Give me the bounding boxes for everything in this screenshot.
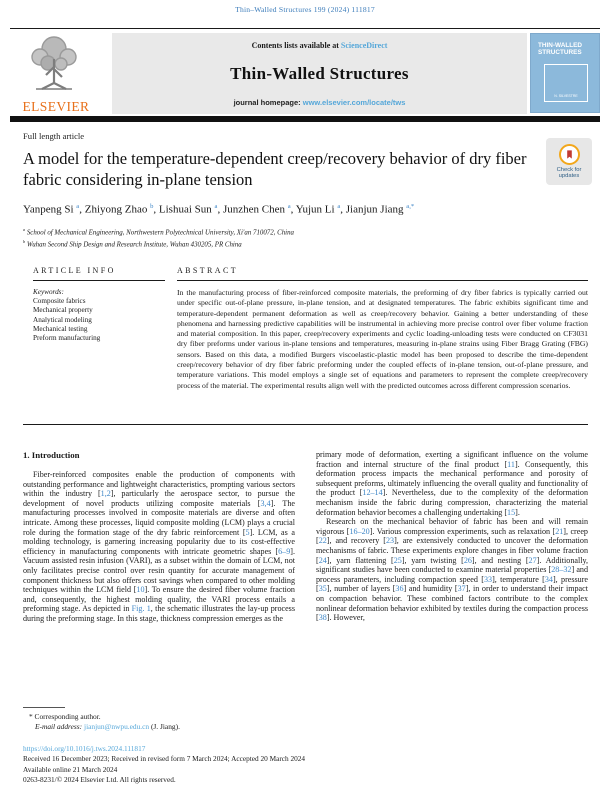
top-rule (10, 28, 600, 29)
keyword-item: Composite fabrics (33, 297, 86, 306)
citation-link[interactable]: 35 (318, 584, 327, 594)
footer-block (23, 744, 588, 785)
citation-link[interactable]: 25 (393, 555, 402, 565)
received-line: Received 16 December 2023; Received in revised form 7 March 2024; Accepted 20 March 2024 (23, 754, 306, 764)
elsevier-tree-icon (24, 33, 84, 95)
citation-link[interactable]: 11 (507, 459, 515, 469)
contents-line (252, 41, 388, 50)
article-info-heading: ARTICLE INFO (33, 266, 165, 281)
elsevier-wordmark: ELSEVIER (22, 99, 90, 114)
citation-link[interactable]: 38 (318, 613, 327, 623)
sciencedirect-link[interactable]: ScienceDirect (340, 41, 388, 50)
info-abstract-section (33, 266, 588, 391)
article-info-column (33, 266, 165, 391)
citation-link[interactable]: 23 (385, 536, 395, 546)
authors-line: Yanpeng Si $^a$, Zhiyong Zhao $^b$, Lishuai Sun $^a$, Junzhen Chen $^a$, Yujun Li $^a$, Jianjun Jiang $^{a,*}$ (23, 203, 415, 216)
inline-link[interactable]: Fig. 1 (131, 604, 151, 614)
intro-paragraph-right-2: Research on the mechanical behavior of fabric has been and will remain vigorous [16–20]. Various compression experiments, such as relaxation [21], creep [22], and recovery [23], are extensively conducted to uncover the deformation mechanisms of fabric. These experiments explore changes in fiber volume fraction [24], yarn flattening [25], yarn twisting [26], and nesting [27]. Additionally, significant studies have been conducted to examine material properties [28–32] and process parameters, including compaction speed [33], temperature [34], pressure [35], number of layers [36] and humidity [37], in order to understand their impact on compaction behavior. These combined factors contribute to the complex nonlinear deformation behavior exhibited by textiles during the compaction process [38]. However, (316, 517, 589, 623)
citation-link[interactable]: 28–32 (551, 565, 572, 575)
citation-link[interactable]: 5 (245, 527, 250, 537)
copyright-line: 0263-8231/© 2024 Elsevier Ltd. All rights reserved. (23, 774, 176, 784)
citation-link[interactable]: 22 (318, 536, 327, 546)
section-divider (23, 424, 588, 425)
intro-heading: 1. Introduction (23, 450, 80, 460)
bookmark-icon (564, 149, 575, 160)
badge-circle (559, 144, 580, 165)
badge-label: Check for updates (556, 166, 582, 179)
journal-masthead (112, 33, 527, 114)
abstract-text: In the manufacturing process of fiber-reinforced composite materials, the preforming of dry fiber fabrics is typically carried out under specific out-of-plane pressure, in-plane tension, and at designated temperatures. The fabric exhibits significant time and temperature-dependent permanent deformation as well as creep/recovery behavior. Gaining a better understanding of these phenomena and harnessing predictive capabilities will be instrumental in achieving more precise control over fiber volume fraction and material composition. In this paper, creep/recovery experiments and cyclic loading-unloading tests were conducted on CF3031 dry fiber preforms under various in-plane tensions and temperatures, measuring in-plane strains using Fiber Bragg Grating (FBG) sensors. Based on this data, a modified Burgers viscoelastic-plastic model has been proposed to describe the time-dependent creep/recovery behavior of dry fiber fabric preforming under the coupled effects of in-plane tension, out-of-plane pressure, and temperature variations. This model employs a single set of equations and parameters to represent the complete creep/recovery process of the material. The experimental results align well with the predicted outcomes across different compression scenarios. (177, 288, 588, 390)
homepage-line (234, 98, 406, 107)
text-segment: E-mail address: (35, 722, 83, 731)
article-head (23, 131, 588, 249)
citation-link[interactable]: 26 (463, 555, 472, 565)
text-segment: a (76, 203, 80, 210)
citation-link[interactable]: 34 (544, 574, 553, 584)
contents-prefix: Contents lists available at (251, 41, 341, 50)
affiliations (23, 225, 588, 250)
intro-paragraph-left: Fiber-reinforced composites enable the production of components with outstanding performance and lightweight characteristics, prompting various sectors within the industry [1,2], particularly the aerospace sector, to pursue the development of novel products utilizing composite materials [3,4]. The manufacturing processes involved in composite materials are diverse and often intricate. Among these processes, liquid composite molding (LCM) plays a crucial role during the formation stage of the dry fabric reinforcement [5]. LCM, as a molding technology, is garnering increasing popularity due to its cost-effective efficiency in manufacturing components with intricate geometric shapes [6–9]. Vacuum assisted resin infusion (VARI), as a subset within the domain of LCM, not only facilitates precise control over resin quantity for accurate management of component thickness but also offers cost savings when compared to other molding techniques within the LCM field [10]. To ensure the desired fiber volume fraction and, consequently, the highest molding quality, the VARI process entails a preforming stage. As depicted in Fig. 1, the schematic illustrates the lay-up process during the preforming stage. In this stage, thickness compression emerges as the (23, 470, 295, 623)
keywords-label: Keywords: (33, 288, 64, 296)
keyword-item: Mechanical testing (33, 324, 88, 333)
journal-title: Thin-Walled Structures (230, 64, 409, 83)
keyword-item: Mechanical property (33, 306, 93, 315)
abstract-column (177, 266, 588, 391)
email-line: E-mail address: jianjun@nwpu.edu.cn (J. Jiang). (35, 722, 180, 731)
citation-link[interactable]: 1,2 (100, 489, 111, 499)
text-segment: b (150, 203, 154, 210)
cover-title: THIN-WALLED STRUCTURES (538, 42, 583, 56)
cover-editor: N. SILVESTRE (554, 94, 578, 98)
right-column (316, 450, 588, 624)
doi-link[interactable]: https://doi.org/10.1016/j.tws.2024.111817 (23, 744, 146, 753)
cover-frame (544, 64, 588, 102)
citation-link[interactable]: 27 (528, 555, 537, 565)
abstract-heading: ABSTRACT (177, 266, 588, 281)
text-segment: a (287, 203, 291, 210)
text-segment: a (214, 203, 218, 210)
citation-link[interactable]: 6–9 (278, 546, 291, 556)
check-for-updates-badge[interactable] (546, 138, 592, 185)
text-segment: b (23, 238, 26, 244)
citation-link[interactable]: 24 (318, 555, 327, 565)
citation-link[interactable]: 15 (507, 507, 516, 517)
running-head: Thin–Walled Structures 199 (2024) 111817 (235, 5, 375, 14)
inline-link[interactable]: jianjun@nwpu.edu.cn (84, 722, 150, 731)
citation-link[interactable]: 16–20 (349, 526, 370, 536)
text-segment: a (337, 203, 341, 210)
citation-link[interactable]: 21 (555, 526, 564, 536)
keywords-list (33, 297, 165, 343)
footnote-divider (23, 707, 65, 708)
citation-link[interactable]: 36 (395, 584, 404, 594)
journal-header (10, 33, 600, 114)
affiliation-line: $^b$ Wuhan Second Ship Design and Research Institute, Wuhan 430205, PR China (23, 238, 242, 249)
article-type-label: Full length article (23, 131, 85, 141)
citation-link[interactable]: 10 (136, 585, 145, 595)
citation-link[interactable]: 37 (457, 584, 466, 594)
text-segment: a,* (406, 203, 415, 210)
intro-paragraph-right-1: primary mode of deformation, exerting a significant influence on the volume fraction and internal structure of the final product [11]. Consequently, this deformation process impacts the mechanical performance and porosity of subsequent preforms, ultimately influencing the overall quality and functionality of the product [12–14]. Nevertheless, due to the complexity of the deformation mechanism inside the fabric during compression, characterizing the material deformation behavior becomes a challenging undertaking [15]. (316, 450, 588, 517)
available-line: Available online 21 March 2024 (23, 764, 118, 774)
journal-cover-thumbnail (530, 33, 600, 113)
homepage-link[interactable]: www.elsevier.com/locate/tws (302, 98, 406, 107)
keyword-item: Preform manufacturing (33, 334, 101, 343)
citation-link[interactable]: 12–14 (362, 488, 383, 498)
homepage-prefix: journal homepage: (233, 98, 303, 107)
text-segment: a (23, 226, 26, 232)
affiliation-line: $^a$ School of Mechanical Engineering, Northwestern Polytechnical University, Xi'an 710072, China (23, 226, 294, 236)
left-column (23, 450, 295, 624)
article-title: A model for the temperature-dependent creep/recovery behavior of dry fiber fabric considering in-plane tension (23, 149, 527, 189)
keyword-item: Analytical modeling (33, 315, 92, 324)
publisher-logo (10, 33, 102, 114)
body-columns (23, 450, 588, 624)
corresponding-author-note: * Corresponding author. (29, 712, 101, 721)
header-bar (10, 116, 600, 122)
citation-link[interactable]: 3,4 (260, 498, 271, 508)
footnote-block (23, 707, 353, 732)
citation-link[interactable]: 33 (484, 574, 493, 584)
